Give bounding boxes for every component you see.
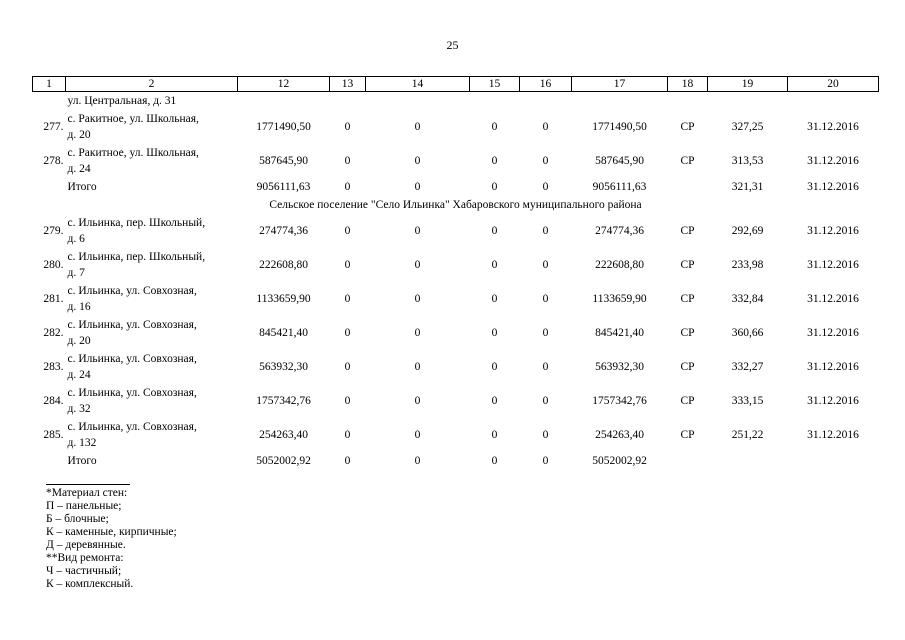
cell-deadline: 31.12.2016 bbox=[807, 225, 859, 237]
address-line: д. 24 bbox=[67, 369, 91, 381]
cell-col14: 0 bbox=[414, 121, 421, 133]
cell-col15: 0 bbox=[491, 155, 498, 167]
column-header: 16 bbox=[520, 77, 572, 92]
cell-cost: 5052002,92 bbox=[256, 455, 311, 467]
cell-number: 281. bbox=[43, 293, 64, 305]
cell-col14: 0 bbox=[414, 361, 421, 373]
cell-col14: 0 bbox=[414, 225, 421, 237]
column-header: 19 bbox=[708, 77, 788, 92]
cell-number: 277. bbox=[43, 121, 64, 133]
cell-address bbox=[66, 144, 238, 178]
cell-col13: 0 bbox=[344, 327, 351, 339]
column-header: 2 bbox=[66, 77, 238, 92]
cell-unit-cost: 332,27 bbox=[731, 361, 764, 373]
cell-col16: 0 bbox=[542, 293, 549, 305]
cell-address bbox=[66, 248, 238, 282]
cell-number bbox=[33, 92, 66, 111]
cell-repair-type: СР bbox=[680, 361, 695, 373]
cell-empty bbox=[238, 92, 330, 111]
cell-address bbox=[66, 282, 238, 316]
cell-number: 279. bbox=[43, 225, 64, 237]
cell-cost: 1133659,90 bbox=[256, 293, 311, 305]
cell-col14: 0 bbox=[414, 455, 421, 467]
cell-col16: 0 bbox=[542, 429, 549, 441]
address-line: с. Ракитное, ул. Школьная, bbox=[67, 113, 199, 125]
cell-col13: 0 bbox=[344, 181, 351, 193]
cell-total-cost: 222608,80 bbox=[595, 259, 644, 271]
cell-col16: 0 bbox=[542, 225, 549, 237]
cell-number: 278. bbox=[43, 155, 64, 167]
cell-unit-cost: 233,98 bbox=[731, 259, 764, 271]
cell-unit-cost: 321,31 bbox=[731, 181, 764, 193]
section-title-row bbox=[33, 196, 879, 214]
cell-col15: 0 bbox=[491, 181, 498, 193]
cell-col16: 0 bbox=[542, 361, 549, 373]
cell-number: 280. bbox=[43, 259, 64, 271]
cell-address bbox=[66, 316, 238, 350]
footnote-line: *Материал стен: bbox=[46, 487, 128, 499]
table-row bbox=[33, 418, 879, 452]
table-row bbox=[33, 248, 879, 282]
column-header: 14 bbox=[366, 77, 470, 92]
cell-address bbox=[66, 214, 238, 248]
cell-address: ул. Центральная, д. 31 bbox=[67, 95, 177, 107]
column-header: 15 bbox=[470, 77, 520, 92]
cell-total-cost: 1133659,90 bbox=[592, 293, 647, 305]
cell-col14: 0 bbox=[414, 327, 421, 339]
cell-col13: 0 bbox=[344, 121, 351, 133]
cell-empty bbox=[520, 92, 572, 111]
cell-total-cost: 845421,40 bbox=[595, 327, 644, 339]
footnote-line: Б – блочные; bbox=[46, 513, 109, 525]
cell-repair-type: СР bbox=[680, 259, 695, 271]
address-line: д. 32 bbox=[67, 403, 91, 415]
cell-col16: 0 bbox=[542, 395, 549, 407]
cell-deadline: 31.12.2016 bbox=[807, 361, 859, 373]
cell-unit-cost: 360,66 bbox=[731, 327, 764, 339]
cell-empty bbox=[366, 92, 470, 111]
cell-col13: 0 bbox=[344, 155, 351, 167]
cell-col13: 0 bbox=[344, 293, 351, 305]
address-line: с. Ильинка, пер. Школьный, bbox=[67, 217, 206, 229]
cell-total-cost: 9056111,63 bbox=[592, 181, 647, 193]
cell-deadline: 31.12.2016 bbox=[807, 395, 859, 407]
cell-deadline: 31.12.2016 bbox=[807, 293, 859, 305]
column-header: 13 bbox=[330, 77, 366, 92]
table-row bbox=[33, 384, 879, 418]
table-row bbox=[33, 214, 879, 248]
column-header: 12 bbox=[238, 77, 330, 92]
page-number: 25 bbox=[446, 38, 459, 52]
cell-unit-cost: 327,25 bbox=[731, 121, 764, 133]
cell-cost: 1757342,76 bbox=[256, 395, 311, 407]
cell-repair-type: СР bbox=[680, 395, 695, 407]
cell-col15: 0 bbox=[491, 327, 498, 339]
address-line: д. 132 bbox=[67, 437, 97, 449]
address-line: д. 24 bbox=[67, 163, 91, 175]
cell-total-label: Итого bbox=[67, 455, 97, 467]
cell-deadline: 31.12.2016 bbox=[807, 181, 859, 193]
cell-col13: 0 bbox=[344, 429, 351, 441]
cell-col16: 0 bbox=[542, 455, 549, 467]
table-row bbox=[33, 316, 879, 350]
cell-col13: 0 bbox=[344, 225, 351, 237]
address-line: с. Ильинка, пер. Школьный, bbox=[67, 251, 206, 263]
cell-cost: 9056111,63 bbox=[256, 181, 311, 193]
cell-repair-type: СР bbox=[680, 429, 695, 441]
section-title: Сельское поселение "Село Ильинка" Хабаровского муниципального района bbox=[269, 199, 642, 211]
cell-cost: 254263,40 bbox=[259, 429, 308, 441]
cell-empty bbox=[470, 92, 520, 111]
cell-col16: 0 bbox=[542, 155, 549, 167]
cell-cost: 274774,36 bbox=[259, 225, 308, 237]
cell-address bbox=[66, 350, 238, 384]
cell-col15: 0 bbox=[491, 225, 498, 237]
table-row bbox=[33, 110, 879, 144]
cell-col15: 0 bbox=[491, 361, 498, 373]
column-header: 1 bbox=[33, 77, 66, 92]
cell-col13: 0 bbox=[344, 395, 351, 407]
cell-deadline bbox=[788, 452, 879, 470]
cell-total-cost: 274774,36 bbox=[595, 225, 644, 237]
cell-total-cost: 587645,90 bbox=[595, 155, 644, 167]
total-row bbox=[33, 452, 879, 470]
cell-repair-type bbox=[668, 452, 708, 470]
address-line: с. Ракитное, ул. Школьная, bbox=[67, 147, 199, 159]
footnote-line: П – панельные; bbox=[46, 500, 122, 512]
cell-col13: 0 bbox=[344, 361, 351, 373]
cell-unit-cost: 251,22 bbox=[731, 429, 764, 441]
address-line: д. 16 bbox=[67, 301, 91, 313]
cell-cost: 1771490,50 bbox=[256, 121, 311, 133]
cell-repair-type: СР bbox=[680, 121, 695, 133]
cell-empty bbox=[330, 92, 366, 111]
footnote-line: **Вид ремонта: bbox=[46, 552, 124, 564]
cell-col14: 0 bbox=[414, 259, 421, 271]
total-row bbox=[33, 178, 879, 196]
cell-col15: 0 bbox=[491, 455, 498, 467]
cell-col15: 0 bbox=[491, 395, 498, 407]
cell-deadline: 31.12.2016 bbox=[807, 259, 859, 271]
cell-cost: 563932,30 bbox=[259, 361, 308, 373]
cell-number bbox=[33, 178, 66, 196]
column-header: 17 bbox=[572, 77, 668, 92]
table-row bbox=[33, 350, 879, 384]
cell-empty bbox=[708, 92, 788, 111]
cell-deadline: 31.12.2016 bbox=[807, 155, 859, 167]
cell-number: 282. bbox=[43, 327, 64, 339]
cell-empty bbox=[668, 92, 708, 111]
address-line: с. Ильинка, ул. Совхозная, bbox=[67, 353, 197, 365]
table-row bbox=[33, 92, 879, 111]
cell-col16: 0 bbox=[542, 181, 549, 193]
address-line: с. Ильинка, ул. Совхозная, bbox=[67, 421, 197, 433]
cell-col16: 0 bbox=[542, 259, 549, 271]
address-line: д. 20 bbox=[67, 129, 91, 141]
table-row bbox=[33, 282, 879, 316]
cell-cost: 845421,40 bbox=[259, 327, 308, 339]
cell-deadline: 31.12.2016 bbox=[807, 121, 859, 133]
address-line: д. 7 bbox=[67, 267, 85, 279]
cell-number: 283. bbox=[43, 361, 64, 373]
table-body bbox=[33, 77, 879, 471]
cell-repair-type: СР bbox=[680, 155, 695, 167]
cell-empty bbox=[572, 92, 668, 111]
cell-total-label: Итого bbox=[67, 181, 97, 193]
repair-table bbox=[32, 76, 879, 470]
footnote-rule bbox=[46, 484, 130, 485]
footnotes bbox=[46, 484, 177, 591]
cell-repair-type: СР bbox=[680, 225, 695, 237]
footnote-line: Д – деревянные. bbox=[46, 539, 126, 551]
cell-address bbox=[66, 384, 238, 418]
column-header: 20 bbox=[788, 77, 879, 92]
cell-col15: 0 bbox=[491, 429, 498, 441]
cell-col14: 0 bbox=[414, 429, 421, 441]
cell-col13: 0 bbox=[344, 259, 351, 271]
cell-empty bbox=[788, 92, 879, 111]
cell-number: 285. bbox=[43, 429, 64, 441]
cell-address bbox=[66, 110, 238, 144]
cell-repair-type bbox=[668, 178, 708, 196]
table-row bbox=[33, 144, 879, 178]
cell-repair-type: СР bbox=[680, 293, 695, 305]
cell-col14: 0 bbox=[414, 293, 421, 305]
cell-col16: 0 bbox=[542, 121, 549, 133]
cell-unit-cost: 333,15 bbox=[731, 395, 764, 407]
cell-deadline: 31.12.2016 bbox=[807, 327, 859, 339]
column-header-row bbox=[33, 77, 879, 92]
cell-unit-cost: 332,84 bbox=[731, 293, 764, 305]
cell-number: 284. bbox=[43, 395, 64, 407]
address-line: с. Ильинка, ул. Совхозная, bbox=[67, 319, 197, 331]
footnote-line: К – каменные, кирпичные; bbox=[46, 526, 177, 538]
cell-col14: 0 bbox=[414, 181, 421, 193]
cell-number bbox=[33, 452, 66, 470]
cell-repair-type: СР bbox=[680, 327, 695, 339]
footnote-line: К – комплексный. bbox=[46, 578, 134, 590]
address-line: д. 20 bbox=[67, 335, 91, 347]
cell-unit-cost: 292,69 bbox=[731, 225, 764, 237]
cell-total-cost: 5052002,92 bbox=[592, 455, 647, 467]
cell-address bbox=[66, 418, 238, 452]
cell-total-cost: 254263,40 bbox=[595, 429, 644, 441]
footnote-line: Ч – частичный; bbox=[46, 565, 122, 577]
cell-unit-cost: 313,53 bbox=[731, 155, 764, 167]
cell-cost: 587645,90 bbox=[259, 155, 308, 167]
cell-col14: 0 bbox=[414, 155, 421, 167]
cell-col15: 0 bbox=[491, 121, 498, 133]
cell-col15: 0 bbox=[491, 259, 498, 271]
address-line: д. 6 bbox=[67, 233, 85, 245]
footnote-list bbox=[46, 487, 177, 591]
cell-col16: 0 bbox=[542, 327, 549, 339]
address-line: с. Ильинка, ул. Совхозная, bbox=[67, 387, 197, 399]
address-line: с. Ильинка, ул. Совхозная, bbox=[67, 285, 197, 297]
cell-total-cost: 1771490,50 bbox=[592, 121, 647, 133]
cell-total-cost: 563932,30 bbox=[595, 361, 644, 373]
cell-deadline: 31.12.2016 bbox=[807, 429, 859, 441]
cell-cost: 222608,80 bbox=[259, 259, 308, 271]
cell-unit-cost bbox=[708, 452, 788, 470]
cell-total-cost: 1757342,76 bbox=[592, 395, 647, 407]
column-header: 18 bbox=[668, 77, 708, 92]
cell-col14: 0 bbox=[414, 395, 421, 407]
cell-col13: 0 bbox=[344, 455, 351, 467]
cell-col15: 0 bbox=[491, 293, 498, 305]
